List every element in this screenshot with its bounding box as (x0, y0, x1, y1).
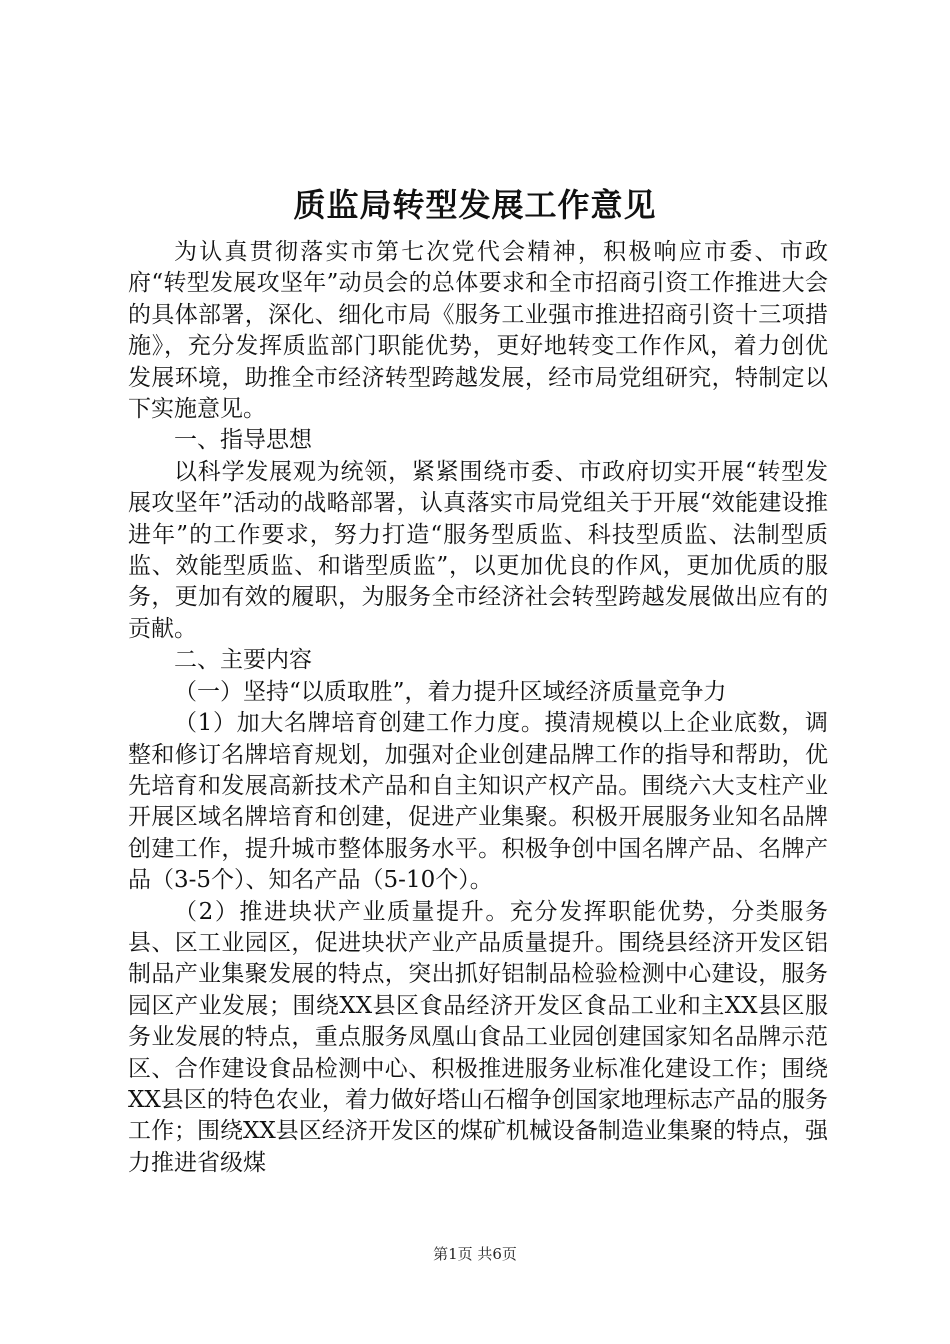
subsection-heading-quality: （一）坚持“以质取胜”，着力提升区域经济质量竞争力 (174, 678, 727, 705)
item-paragraph-1: （1）加大名牌培育创建工作力度。摸清规模以上企业底数，调整和修订名牌培育规划，加强对企业创建品牌工作的指导和帮助，优先培育和发展高新技术产品和自主知识产权产品。围绕六大支柱产业开展区域名牌培育和创建，促进产业集聚。积极开展服务业知名品牌创建工作，提升城市整体服务水平。积极争创中国名牌产品、名牌产品（3-5个）、知名产品（5-10个）。 (128, 710, 828, 894)
section-heading-main-content: 二、主要内容 (174, 647, 312, 674)
document-body (128, 237, 828, 1179)
guiding-thought-paragraph: 以科学发展观为统领，紧紧围绕市委、市政府切实开展“转型发展攻坚年”活动的战略部署，认真落实市局党组关于开展“效能建设推进年”的工作要求，努力打造“服务型质监、科技型质监、法制型质监、效能型质监、和谐型质监”，以更加优良的作风，更加优质的服务，更加有效的履职，为服务全市经济社会转型跨越发展做出应有的贡献。 (128, 458, 828, 642)
intro-paragraph: 为认真贯彻落实市第七次党代会精神，积极响应市委、市政府“转型发展攻坚年”动员会的总体要求和全市招商引资工作推进大会的具体部署，深化、细化市局《服务工业强市推进招商引资十三项措施》，充分发挥质监部门职能优势，更好地转变工作作风，着力创优发展环境，助推全市经济转型跨越发展，经市局党组研究，特制定以下实施意见。 (128, 239, 828, 423)
item-paragraph-2: （2）推进块状产业质量提升。充分发挥职能优势，分类服务县、区工业园区，促进块状产业产品质量提升。围绕县经济开发区铝制品产业集聚发展的特点，突出抓好铝制品检验检测中心建设，服务园区产业发展；围绕XX县区食品经济开发区食品工业和主XX县区服务业发展的特点，重点服务凤凰山食品工业园创建国家知名品牌示范区、合作建设食品检测中心、积极推进服务业标准化建设工作；围绕XX县区的特色农业，着力做好塔山石榴争创国家地理标志产品的服务工作；围绕XX县区经济开发区的煤矿机械设备制造业集聚的特点，强力推进省级煤 (128, 898, 828, 1176)
page-number-footer: 第1页 共6页 (433, 1245, 517, 1263)
document-title: 质监局转型发展工作意见 (293, 186, 657, 224)
section-heading-guiding-thought: 一、指导思想 (174, 427, 312, 454)
